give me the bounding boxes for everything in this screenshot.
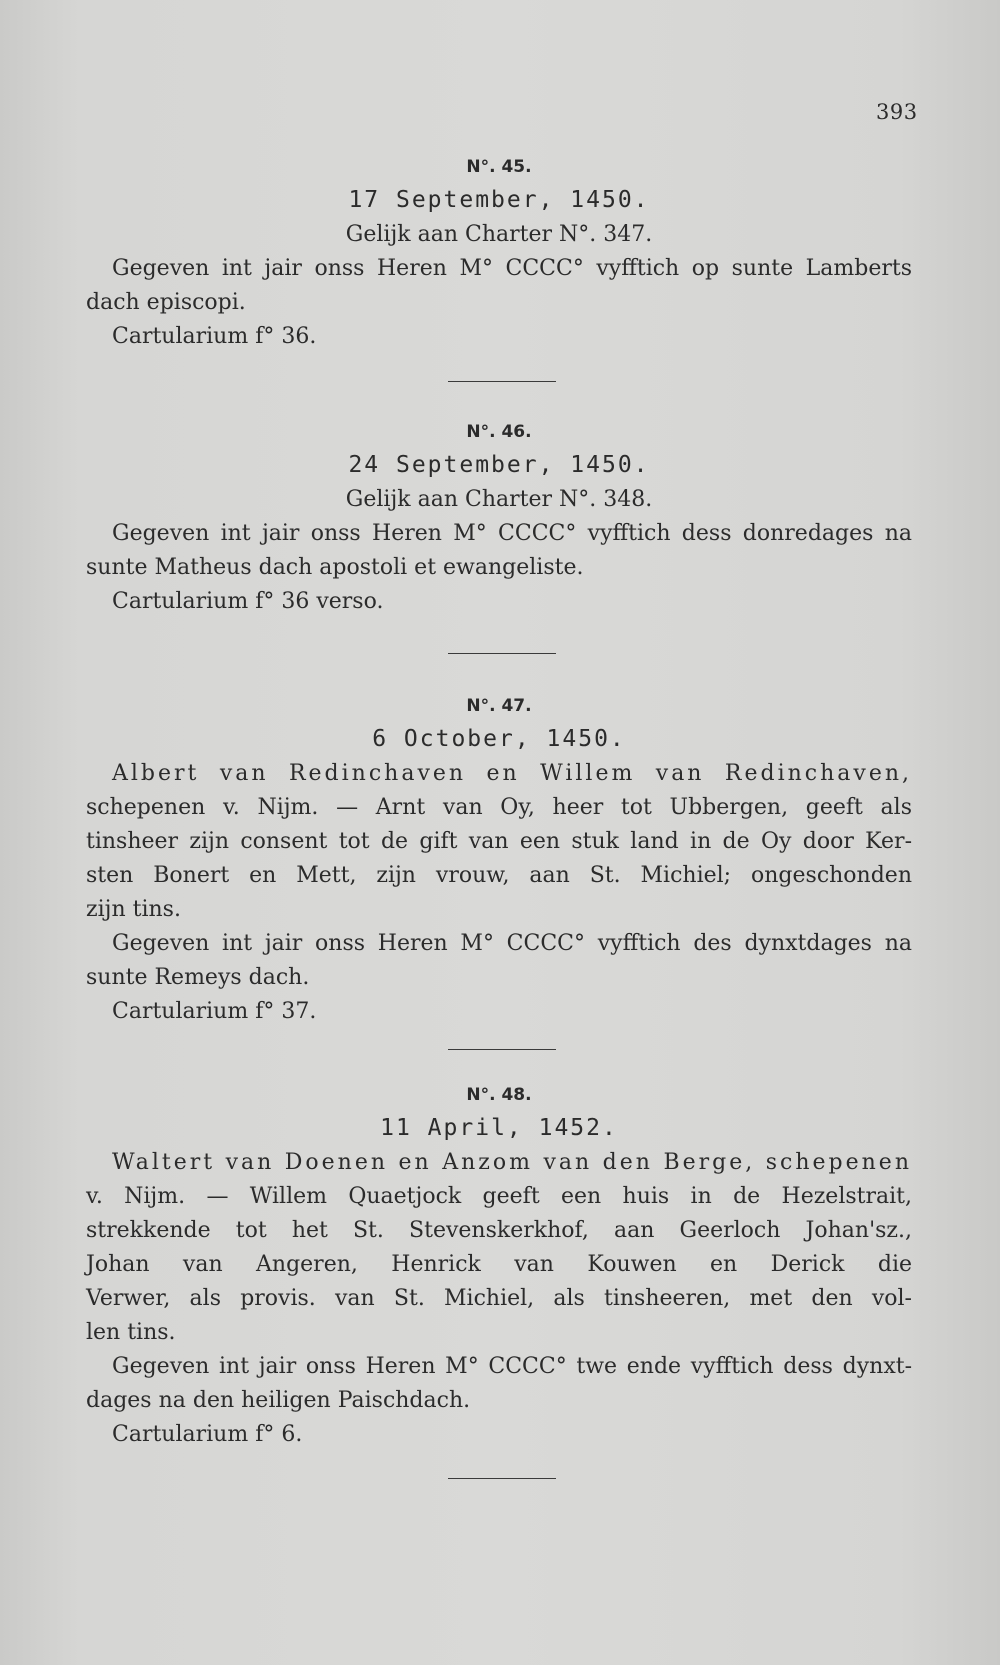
text-line: sunte Remeys dach. <box>86 965 310 990</box>
separator-rule <box>448 381 556 382</box>
text-line: Verwer, als provis. van St. Michiel, als tinsheeren, met den vol- <box>86 1286 912 1311</box>
text-line: dach episcopi. <box>86 290 246 315</box>
entry-body-text <box>86 1146 912 1350</box>
text-line: Johan van Angeren, Henrick van Kouwen en Derick die <box>86 1252 912 1277</box>
text-line: sten Bonert en Mett, zijn vrouw, aan St. Michiel; ongeschonden <box>86 863 912 888</box>
text-line: dages na den heiligen Paischdach. <box>86 1388 471 1413</box>
entry-48 <box>86 1080 912 1452</box>
separator-rule <box>448 1049 556 1050</box>
entry-given-text <box>86 517 912 585</box>
entry-given-text <box>86 927 912 995</box>
entry-number: N°. 45. <box>466 157 532 177</box>
entry-body-text <box>86 757 912 927</box>
entry-47 <box>86 691 912 1029</box>
entry-date: 17 September, 1450. <box>348 187 650 213</box>
entry-46 <box>86 417 912 619</box>
entry-source: Cartularium f° 6. <box>112 1422 303 1447</box>
entry-reference: Gelijk aan Charter N°. 348. <box>345 487 653 512</box>
text-line: Gegeven int jair onss Heren M° CCCC° vyfftich op sunte Lamberts <box>112 256 912 281</box>
text-line: Gegeven int jair onss Heren M° CCCC° vyfftich des dynxtdages na <box>112 931 912 956</box>
entry-date: 11 April, 1452. <box>380 1115 618 1141</box>
entry-date: 6 October, 1450. <box>372 726 626 752</box>
text-line: zijn tins. <box>86 897 181 922</box>
text-line: Waltert van Doenen en Anzom van den Berge, schepenen <box>112 1150 912 1175</box>
text-line: v. Nijm. — Willem Quaetjock geeft een huis in de Hezelstrait, <box>86 1184 912 1209</box>
entry-number: N°. 46. <box>466 422 532 442</box>
separator-rule <box>448 1478 556 1479</box>
text-line: sunte Matheus dach apostoli et ewangeliste. <box>86 555 584 580</box>
text-line: strekkende tot het St. Stevenskerkhof, aan Geerloch Johan'sz., <box>86 1218 912 1243</box>
entry-reference: Gelijk aan Charter N°. 347. <box>345 222 653 247</box>
text-line: Albert van Redinchaven en Willem van Redinchaven, <box>112 761 912 786</box>
entry-source: Cartularium f° 36 verso. <box>112 589 384 614</box>
text-line: Gegeven int jair onss Heren M° CCCC° twe ende vyfftich dess dynxt- <box>112 1354 912 1379</box>
entry-number: N°. 48. <box>466 1085 532 1105</box>
page-number: 393 <box>876 100 918 124</box>
entry-date: 24 September, 1450. <box>348 452 650 478</box>
entry-number: N°. 47. <box>466 696 532 716</box>
text-line: len tins. <box>86 1320 176 1345</box>
entry-given-text <box>86 1350 912 1418</box>
separator-rule <box>448 653 556 654</box>
text-line: Gegeven int jair onss Heren M° CCCC° vyfftich dess donredages na <box>112 521 912 546</box>
entry-source: Cartularium f° 37. <box>112 999 317 1024</box>
text-line: schepenen v. Nijm. — Arnt van Oy, heer tot Ubbergen, geeft als <box>86 795 912 820</box>
entry-given-text <box>86 252 912 320</box>
entry-source: Cartularium f° 36. <box>112 324 317 349</box>
entry-45 <box>86 152 912 354</box>
text-line: tinsheer zijn consent tot de gift van een stuk land in de Oy door Ker- <box>86 829 912 854</box>
